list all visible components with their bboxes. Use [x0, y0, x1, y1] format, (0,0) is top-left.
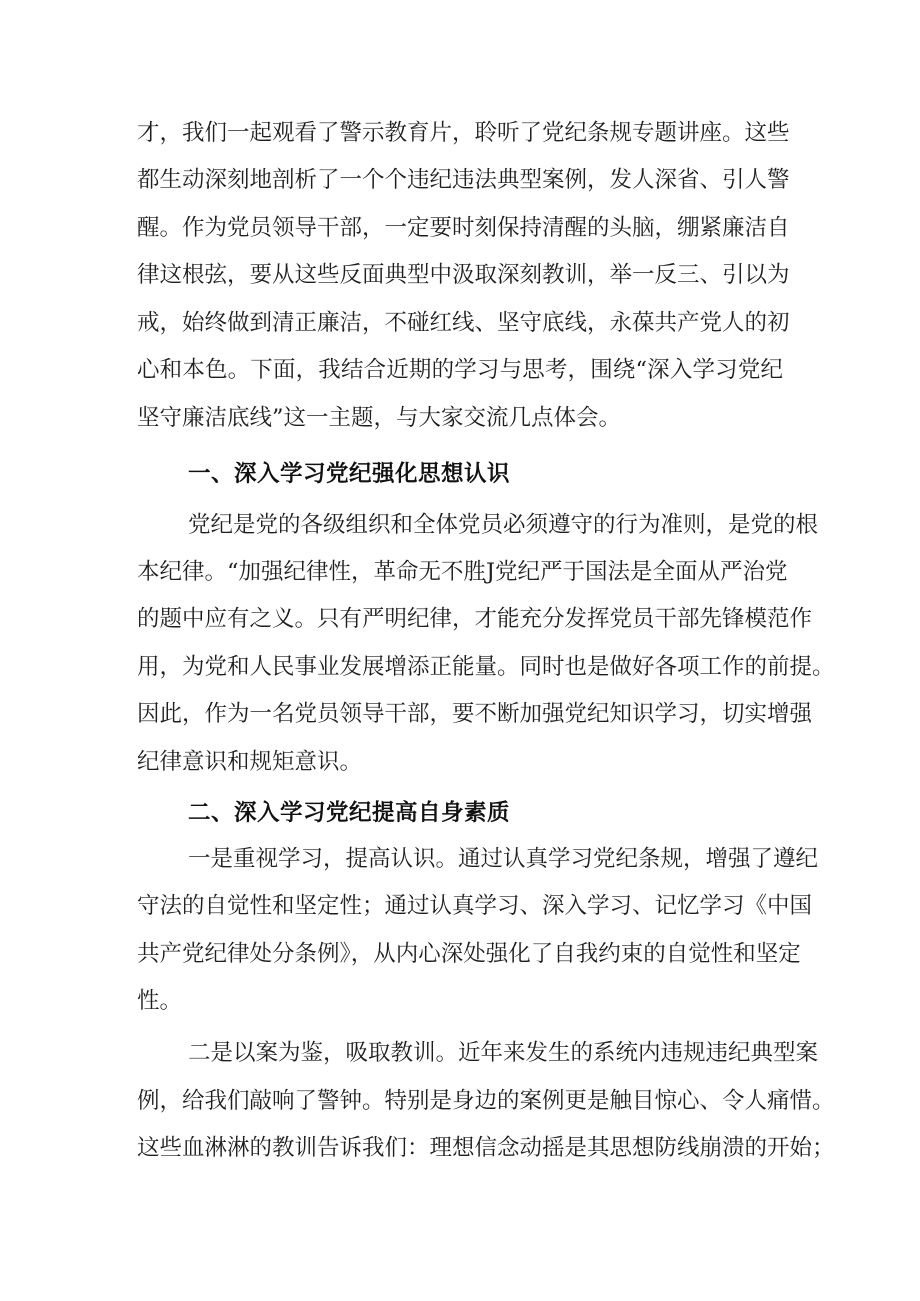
section-2-para-1-line-4: 性。: [137, 988, 183, 1014]
section-2-para-1-line-1: 一是重视学习，提高认识。通过认真学习党纪条规，增强了遵纪: [188, 846, 819, 872]
intro-line-6: 心和本色。下面，我结合近期的学习与思考，围绕“深入学习党纪: [137, 357, 783, 383]
section-2-para-1-line-3: 共产党纪律处分条例》，从内心深处强化了自我约束的自觉性和坚定: [137, 941, 801, 967]
section-1-line-1: 党纪是党的各级组织和全体党员必须遵守的行为准则，是党的根: [188, 512, 819, 538]
section-2-para-2-line-1: 二是以案为鉴，吸取教训。近年来发生的系统内违规违纪典型案: [188, 1040, 819, 1066]
section-1-line-4: 用，为党和人民事业发展增添正能量。同时也是做好各项工作的前提。: [137, 654, 835, 680]
intro-line-3: 醒。作为党员领导干部，一定要时刻保持清醒的头脑，绷紧廉洁自: [137, 215, 790, 241]
section-2-para-2-line-2: 例，给我们敲响了警钟。特别是身边的案例更是触目惊心、令人痛惜。: [137, 1088, 835, 1114]
intro-line-7: 坚守廉洁底线”这一主题，与大家交流几点体会。: [137, 405, 622, 431]
section-1-line-6: 纪律意识和规矩意识。: [137, 749, 363, 775]
section-2-heading: 二、深入学习党纪提高自身素质: [188, 800, 511, 826]
section-2-para-1-line-2: 守法的自觉性和坚定性；通过认真学习、深入学习、记忆学习《中国: [137, 893, 813, 919]
section-2-para-2-line-3: 这些血淋淋的教训告诉我们：理想信念动摇是其思想防线崩溃的开始；: [137, 1135, 835, 1161]
section-1-line-3: 的题中应有之义。只有严明纪律，才能充分发挥党员干部先锋模范作: [137, 606, 813, 632]
intro-line-2: 都生动深刻地剖析了一个个违纪违法典型案例，发人深省、引人警: [137, 167, 790, 193]
section-1-line-2: 本纪律。“加强纪律性，革命无不胜J党纪严于国法是全面从严治党: [137, 559, 788, 585]
section-1-line-5: 因此，作为一名党员领导干部，要不断加强党纪知识学习，切实增强: [137, 701, 813, 727]
intro-line-1: 才，我们一起观看了警示教育片，聆听了党纪条规专题讲座。这些: [137, 120, 790, 146]
section-1-heading: 一、深入学习党纪强化思想认识: [188, 461, 511, 487]
intro-line-4: 律这根弦，要从这些反面典型中汲取深刻教训，举一反三、引以为: [137, 262, 790, 288]
intro-line-5: 戒，始终做到清正廉洁，不碰红线、坚守底线，永葆共产党人的初: [137, 310, 790, 336]
